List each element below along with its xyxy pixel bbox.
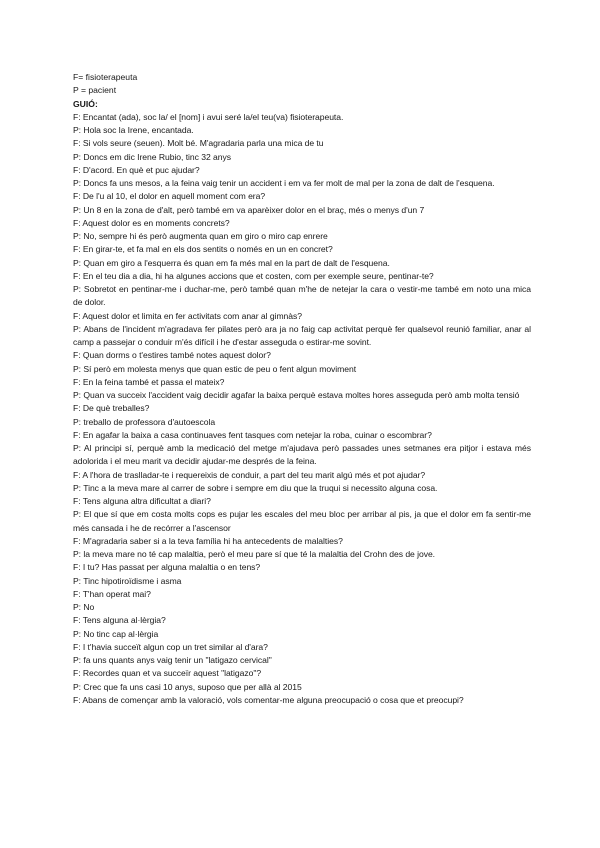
- script-heading: GUIÓ:: [73, 98, 98, 109]
- dialogue-line: F: En agafar la baixa a casa continuaves fent tasques com netejar la roba, cuinar o escombrar?: [73, 429, 432, 440]
- dialogue-line: F: Encantat (ada), soc la/ el [nom] i avui seré la/el teu(va) fisioterapeuta.: [73, 111, 344, 122]
- dialogue-line: F: Recordes quan et va succeïr aquest "latigazo"?: [73, 668, 262, 679]
- dialogue-line: P: Un 8 en la zona de d'alt, però també em va aparèixer dolor en el braç, més o menys d'un 7: [73, 204, 425, 215]
- dialogue-line: F: Quan dorms o t'estires també notes aquest dolor?: [73, 350, 271, 361]
- dialogue-line: P: Quan va succeix l'accident vaig decidir agafar la baixa perquè estava moltes hores asseguda però amb molta tensió: [73, 390, 520, 400]
- dialogue-line: F: Si vols seure (seuen). Molt bé. M'agradaria parla una mica de tu: [73, 138, 324, 149]
- role-legend-physio: F= fisioterapeuta: [73, 72, 138, 82]
- dialogue-line: F: M'agradaria saber si a la teva família hi ha antecedents de malalties?: [73, 535, 343, 546]
- dialogue-line: F: D'acord. En què et puc ajudar?: [73, 164, 200, 175]
- dialogue-line: P: Doncs fa uns mesos, a la feina vaig tenir un accident i em va fer molt de mal per la zona de dalt de l'esquena.: [73, 178, 495, 188]
- dialogue-line: P: fa uns quants anys vaig tenir un "latigazo cervical": [73, 655, 272, 665]
- dialogue-line: P: No, sempre hi és però augmenta quan em giro o miro cap enrere: [73, 231, 328, 241]
- dialogue-line: P: Sobretot en pentinar-me i duchar-me, però també quan m'he de netejar la cara o vestir-me també em noto una mica de dolor.: [73, 284, 531, 308]
- dialogue-line: P: No tinc cap al·lèrgia: [73, 628, 159, 639]
- dialogue-line: F: Abans de començar amb la valoració, vols comentar-me alguna preocupació o cosa que et preocupi?: [73, 694, 464, 705]
- dialogue-line: P: la meva mare no té cap malaltia, però el meu pare sí que té la malaltia del Crohn des de jove.: [73, 549, 436, 559]
- dialogue-line: P: Tinc hipotiroïdisme i asma: [73, 575, 182, 586]
- dialogue-line: P: Quan em giro a l'esquerra és quan em fa més mal en la part de dalt de l'esquena.: [73, 257, 390, 268]
- dialogue-line: F: A l'hora de traslladar-te i requereixis de conduir, a part del teu marit algú més et pot ajudar?: [73, 469, 426, 480]
- dialogue-line: F: Tens alguna altra dificultat a diari?: [73, 496, 211, 506]
- script-body: [73, 71, 531, 707]
- dialogue-line: P: Abans de l'incident m'agradava fer pilates però ara ja no faig cap activitat perquè fer qualsevol reunió familiar, anar al camp a passejar o conduir m'és difícil i he d'estar asseguda o estirar-me sovint.: [73, 323, 531, 347]
- dialogue-line: F: I tu? Has passat per alguna malaltia o en tens?: [73, 562, 261, 573]
- dialogue-line: P: Crec que fa uns casi 10 anys, suposo que per allà al 2015: [73, 681, 302, 692]
- dialogue-line: P: Al principi sí, perquè amb la medicació del metge m'ajudava però passades unes setmanes era pitjor i estava més adolorida i el meu marit va decidir ajudar-me després de la feina.: [73, 443, 531, 467]
- dialogue-line: F: Aquest dolor es en moments concrets?: [73, 217, 230, 228]
- dialogue-line: P: El que sí que em costa molts cops es pujar les escales del meu bloc per arribar al pis, ja que el dolor em fa sentir-me més cansada i he de recórrer a l'ascensor: [73, 509, 531, 533]
- dialogue-line: F: De què treballes?: [73, 403, 150, 414]
- dialogue-line: F: T'han operat mai?: [73, 588, 151, 599]
- dialogue-line: F: En el teu dia a dia, hi ha algunes accions que et costen, com per exemple seure, pentinar-te?: [73, 270, 434, 281]
- dialogue-line: P: Doncs em dic Irene Rubio, tinc 32 anys: [73, 151, 231, 162]
- dialogue-line: P: No: [73, 602, 95, 612]
- dialogue-line: F: Aquest dolor et limita en fer activitats com anar al gimnàs?: [73, 310, 302, 321]
- dialogue-line: P: Sí però em molesta menys que quan estic de peu o fent algun moviment: [73, 363, 357, 374]
- dialogue-line: F: De l'u al 10, el dolor en aquell moment com era?: [73, 191, 266, 202]
- dialogue-line: F: I t'havia succeït algun cop un tret similar al d'ara?: [73, 641, 268, 652]
- role-legend-patient: P = pacient: [73, 85, 117, 96]
- dialogue-line: P: Tinc a la meva mare al carrer de sobre i sempre em diu que la truqui si necessito alguna cosa.: [73, 482, 438, 493]
- dialogue-line: F: En girar-te, et fa mal en els dos sentits o només en un en concret?: [73, 244, 333, 255]
- dialogue-line: F: En la feina també et passa el mateix?: [73, 376, 225, 387]
- dialogue-line: P: treballo de professora d'autoescola: [73, 416, 216, 427]
- dialogue-line: P: Hola soc la Irene, encantada.: [73, 125, 194, 135]
- dialogue-line: F: Tens alguna al·lèrgia?: [73, 615, 166, 626]
